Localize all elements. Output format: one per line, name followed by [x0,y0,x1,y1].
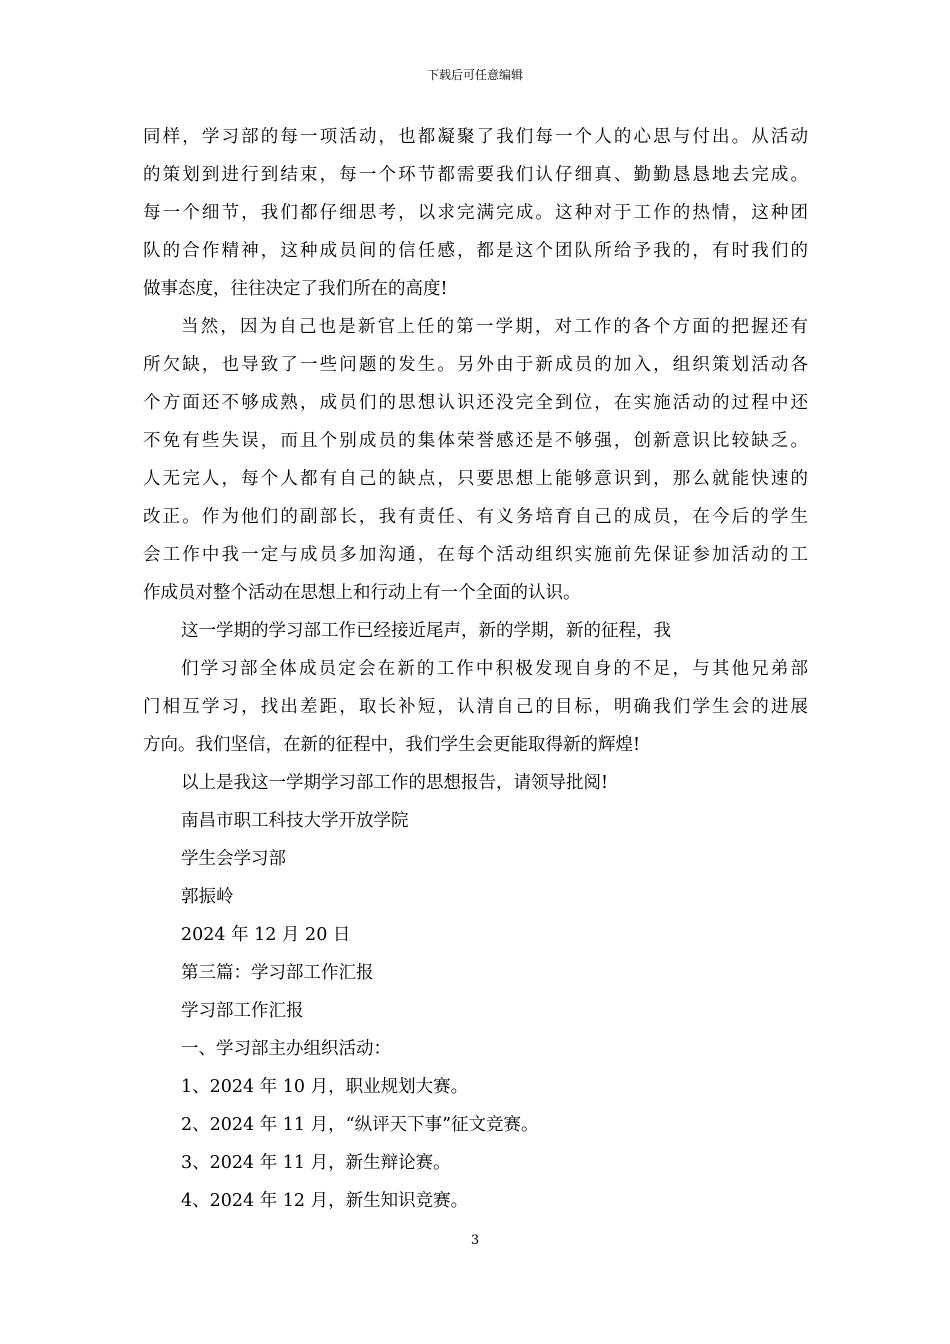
list-item: 4、2024 年 12 月，新生知识竞赛。 [181,1191,469,1211]
text-line: 的策划到进行到结束，每一个环节都需要我们认仔细真、勤勤恳恳地去完成。 [143,165,808,185]
paragraph-goals [143,650,808,764]
text-line: 会工作中我一定与成员多加沟通，在每个活动组织实施前先保证参加活动的工 [143,545,808,565]
paragraph-teamwork [143,118,808,308]
signature-department: 学生会学习部 [181,849,286,869]
signature-date: 2024 年 12 月 20 日 [181,925,351,945]
signature-organization: 南昌市职工科技大学开放学院 [181,811,409,831]
section-heading: 一、学习部主办组织活动： [181,1039,391,1059]
text-line: 所欠缺，也导致了一些问题的发生。另外由于新成员的加入，组织策划活动各 [143,355,808,375]
paragraph-shortcomings [143,308,808,612]
text-line: 队的合作精神，这种成员间的信任感，都是这个团队所给予我的，有时我们的 [143,241,808,261]
signature-name: 郭振岭 [181,887,234,907]
text-line: 每一个细节，我们都仔细思考，以求完满完成。这种对于工作的热情，这种团 [143,203,808,223]
text-line: 个方面还不够成熟，成员们的思想认识还没完全到位，在实施活动的过程中还 [143,393,808,413]
paragraph-outlook [143,612,808,650]
text-line: 当然，因为自己也是新官上任的第一学期，对工作的各个方面的把握还有 [181,317,808,337]
section-subtitle: 学习部工作汇报 [181,1001,304,1021]
activity-list [143,1068,808,1220]
page-header: 下载后可任意编辑 [426,68,523,82]
list-item: 1、2024 年 10 月，职业规划大赛。 [181,1077,469,1097]
text-line: 不免有些失误，而且个别成员的集体荣誉感还是不够强，创新意识比较缺乏。 [143,431,808,451]
text-line: 同样，学习部的每一项活动，也都凝聚了我们每一个人的心思与付出。从活动 [143,127,808,147]
page-number: 3 [470,1233,480,1248]
text-line: 这一学期的学习部工作已经接近尾声，新的学期，新的征程，我 [181,621,671,641]
text-line: 作成员对整个活动在思想上和行动上有一个全面的认识。 [143,583,581,603]
text-line: 人无完人，每个人都有自己的缺点，只要思想上能够意识到，那么就能快速的 [143,469,808,489]
list-item: 2、2024 年 11 月，“纵评天下事”征文竞赛。 [181,1115,539,1135]
closing-remark: 以上是我这一学期学习部工作的思想报告，请领导批阅! [181,773,609,793]
text-line: 方向。我们坚信，在新的征程中，我们学生会更能取得新的辉煌! [143,735,641,755]
text-line: 改正。作为他们的副部长，我有责任、有义务培育自己的成员，在今后的学生 [143,507,808,527]
text-line: 做事态度，往往决定了我们所在的高度! [143,279,448,299]
section-title: 第三篇：学习部工作汇报 [181,963,374,983]
text-line: 们学习部全体成员定会在新的工作中积极发现自身的不足，与其他兄弟部 [181,659,808,679]
list-item: 3、2024 年 11 月，新生辩论赛。 [181,1153,451,1173]
document-body [143,118,808,1220]
text-line: 门相互学习，找出差距，取长补短，认清自己的目标，明确我们学生会的进展 [143,697,808,717]
signature-block [143,802,808,954]
